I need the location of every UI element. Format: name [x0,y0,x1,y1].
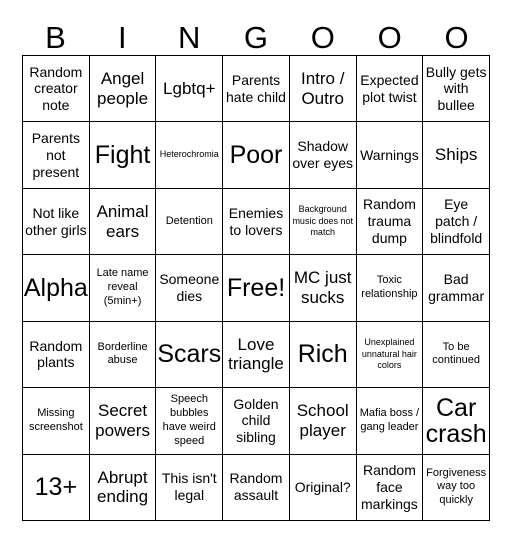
bingo-cell: Bad grammar [423,255,490,321]
bingo-cell: School player [290,388,357,454]
bingo-cell: Car crash [423,388,490,454]
bingo-cell: This isn't legal [156,455,223,521]
bingo-cell: Original? [290,455,357,521]
bingo-cell: Random creator note [23,56,90,122]
bingo-cell: Detention [156,189,223,255]
bingo-cell: Borderline abuse [90,322,157,388]
bingo-cell: Mafia boss / gang leader [357,388,424,454]
header-letter: O [444,20,469,55]
bingo-cell: Ships [423,122,490,188]
bingo-cell: Love triangle [223,322,290,388]
bingo-cell: Heterochromia [156,122,223,188]
bingo-cell: Late name reveal (5min+) [90,255,157,321]
bingo-cell: Not like other girls [23,189,90,255]
bingo-cell: Secret powers [90,388,157,454]
bingo-cell: Random trauma dump [357,189,424,255]
bingo-free-space: Free! [223,255,290,321]
header-letter: O [310,20,335,55]
bingo-cell: Fight [90,122,157,188]
bingo-cell: Parents hate child [223,56,290,122]
header-letter: O [377,20,402,55]
bingo-cell: Intro / Outro [290,56,357,122]
bingo-cell: Abrupt ending [90,455,157,521]
bingo-cell: To be continued [423,322,490,388]
bingo-cell: Enemies to lovers [223,189,290,255]
bingo-cell: Eye patch / blindfold [423,189,490,255]
bingo-cell: 13+ [23,455,90,521]
bingo-cell: Warnings [357,122,424,188]
bingo-cell: Animal ears [90,189,157,255]
bingo-cell: Forgiveness way too quickly [423,455,490,521]
bingo-cell: MC just sucks [290,255,357,321]
bingo-cell: Someone dies [156,255,223,321]
bingo-cell: Background music does not match [290,189,357,255]
bingo-cell: Parents not present [23,122,90,188]
bingo-cell: Speech bubbles have weird speed [156,388,223,454]
header-letter: N [177,20,201,55]
bingo-cell: Unexplained unnatural hair colors [357,322,424,388]
bingo-cell: Rich [290,322,357,388]
bingo-cell: Random face markings [357,455,424,521]
bingo-cell: Bully gets with bullee [423,56,490,122]
header-letter: B [45,20,66,55]
header-letter: I [117,20,127,55]
bingo-header [22,20,490,56]
bingo-cell: Alpha [23,255,90,321]
bingo-cell: Random plants [23,322,90,388]
bingo-cell: Golden child sibling [223,388,290,454]
bingo-cell: Random assault [223,455,290,521]
bingo-grid [22,55,490,521]
bingo-cell: Shadow over eyes [290,122,357,188]
bingo-cell: Angel people [90,56,157,122]
header-letter: G [243,20,269,55]
bingo-cell: Expected plot twist [357,56,424,122]
bingo-cell: Lgbtq+ [156,56,223,122]
bingo-cell: Toxic relationship [357,255,424,321]
bingo-cell: Missing screenshot [23,388,90,454]
bingo-cell: Poor [223,122,290,188]
bingo-cell: Scars [156,322,223,388]
